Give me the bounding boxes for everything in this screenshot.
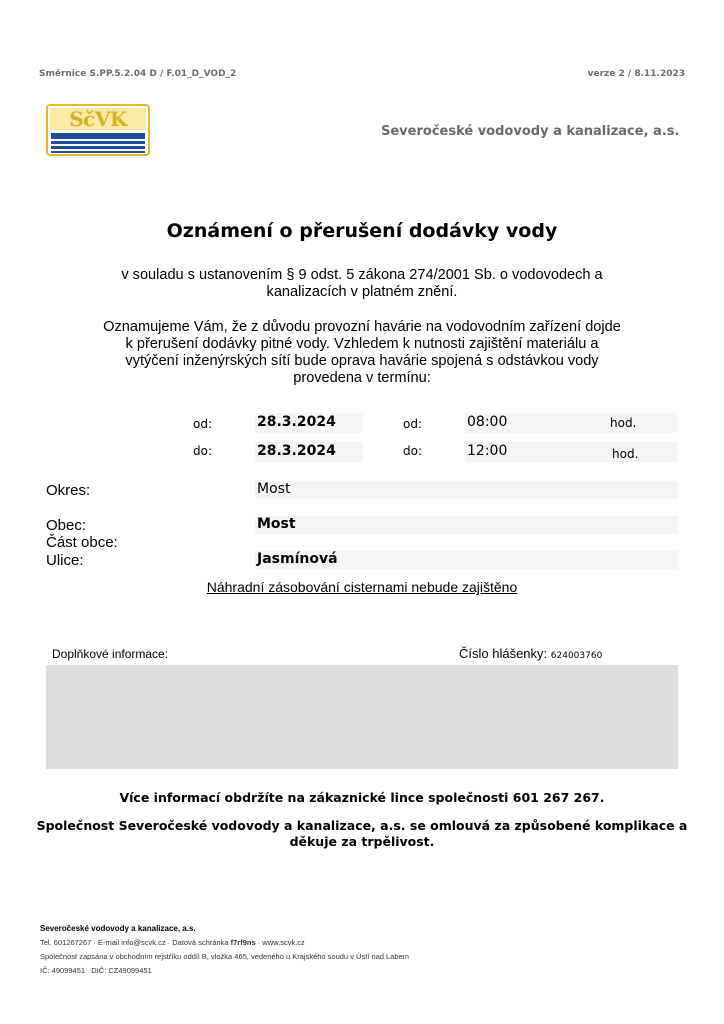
logo-stripe	[51, 141, 145, 144]
district-value: Most	[257, 481, 291, 497]
replacement-supply-notice: Náhradní zásobování cisternami nebude zajištěno	[206, 579, 518, 595]
document-title: Oznámení o přerušení dodávky vody	[166, 220, 558, 242]
street-label: Ulice:	[46, 552, 84, 569]
time-to-value: 12:00	[467, 443, 508, 459]
footer-registration: Společnost zapsána v obchodním rejstříku oddíl B, vložka 465, vedeného u Krajského soudu v Ústí nad Labem	[40, 952, 409, 961]
scvk-logo	[46, 104, 150, 156]
report-number-label: Číslo hlášenky:	[459, 646, 548, 661]
time-to-field	[465, 442, 677, 462]
notice-line: vytýčení inženýrských sítí bude oprava havárie spojená s odstávkou vody	[125, 352, 599, 369]
notice-text	[59, 318, 664, 386]
legal-basis	[59, 266, 664, 300]
time-from-value: 08:00	[467, 414, 508, 430]
notice-line: k přerušení dodávky pitné vody. Vzhledem k nutnosti zajištění materiálu a	[125, 335, 599, 352]
logo-text: SčVK	[69, 107, 127, 131]
contact-line: Více informací obdržíte na zákaznické lince společnosti 601 267 267.	[119, 790, 605, 805]
date-from-field	[255, 413, 363, 433]
municipality-label: Obec:	[46, 517, 87, 534]
municipality-field	[255, 516, 678, 534]
municipality-part-label: Část obce:	[46, 534, 118, 551]
notice-line: provedena v termínu:	[293, 369, 431, 386]
logo-stripe	[51, 133, 145, 139]
additional-info-box	[46, 665, 678, 769]
logo-stripe	[51, 146, 145, 149]
district-field	[255, 481, 678, 499]
time-to-label: do:	[403, 444, 423, 458]
directive-reference: Směrnice S.PP.5.2.04 D / F.01_D_VOD_2	[39, 69, 237, 79]
date-from-label: od:	[193, 417, 213, 431]
time-from-unit: hod.	[610, 416, 637, 430]
footer-contact-text: Tel. 601267267 · E-mail info@scvk.cz · Datová schránka	[40, 938, 231, 947]
time-from-label: od:	[403, 417, 423, 431]
report-number-block	[459, 646, 602, 661]
apology-line: Společnost Severočeské vodovody a kanalizace, a.s. se omlouvá za způsobené komplikace a	[36, 818, 688, 833]
time-from-field	[465, 413, 677, 433]
time-to-unit: hod.	[612, 447, 639, 461]
municipality-value: Most	[257, 516, 296, 532]
date-to-field	[255, 442, 363, 462]
date-from-value: 28.3.2024	[257, 414, 336, 430]
footer-data-box: f7rf9ns	[230, 938, 256, 947]
footer-website: · www.scvk.cz	[255, 938, 305, 947]
report-number-value: 624003760	[550, 651, 603, 661]
date-to-value: 28.3.2024	[257, 443, 336, 459]
legal-basis-line: kanalizacích v platném znění.	[266, 283, 458, 300]
apology-line: děkuje za trpělivost.	[289, 834, 435, 849]
footer-company: Severočeské vodovody a kanalizace, a.s.	[40, 924, 196, 933]
version-info: verze 2 / 8.11.2023	[587, 69, 685, 79]
legal-basis-line: v souladu s ustanovením § 9 odst. 5 zákona 274/2001 Sb. o vodovodech a	[121, 266, 603, 283]
additional-info-label: Doplňkové informace:	[52, 647, 169, 661]
logo-stripe	[51, 151, 145, 153]
notice-line: Oznamujeme Vám, že z důvodu provozní havárie na vodovodním zařízení dojde	[103, 318, 621, 335]
street-value: Jasmínová	[257, 551, 338, 567]
district-label: Okres:	[46, 482, 91, 499]
footer-contact	[40, 938, 305, 947]
apology-text	[30, 818, 694, 850]
footer-ids: IČ: 49099451 DIČ: CZ49099451	[40, 966, 152, 975]
date-to-label: do:	[193, 444, 213, 458]
company-name: Severočeské vodovody a kanalizace, a.s.	[381, 124, 680, 139]
street-field	[255, 551, 678, 569]
